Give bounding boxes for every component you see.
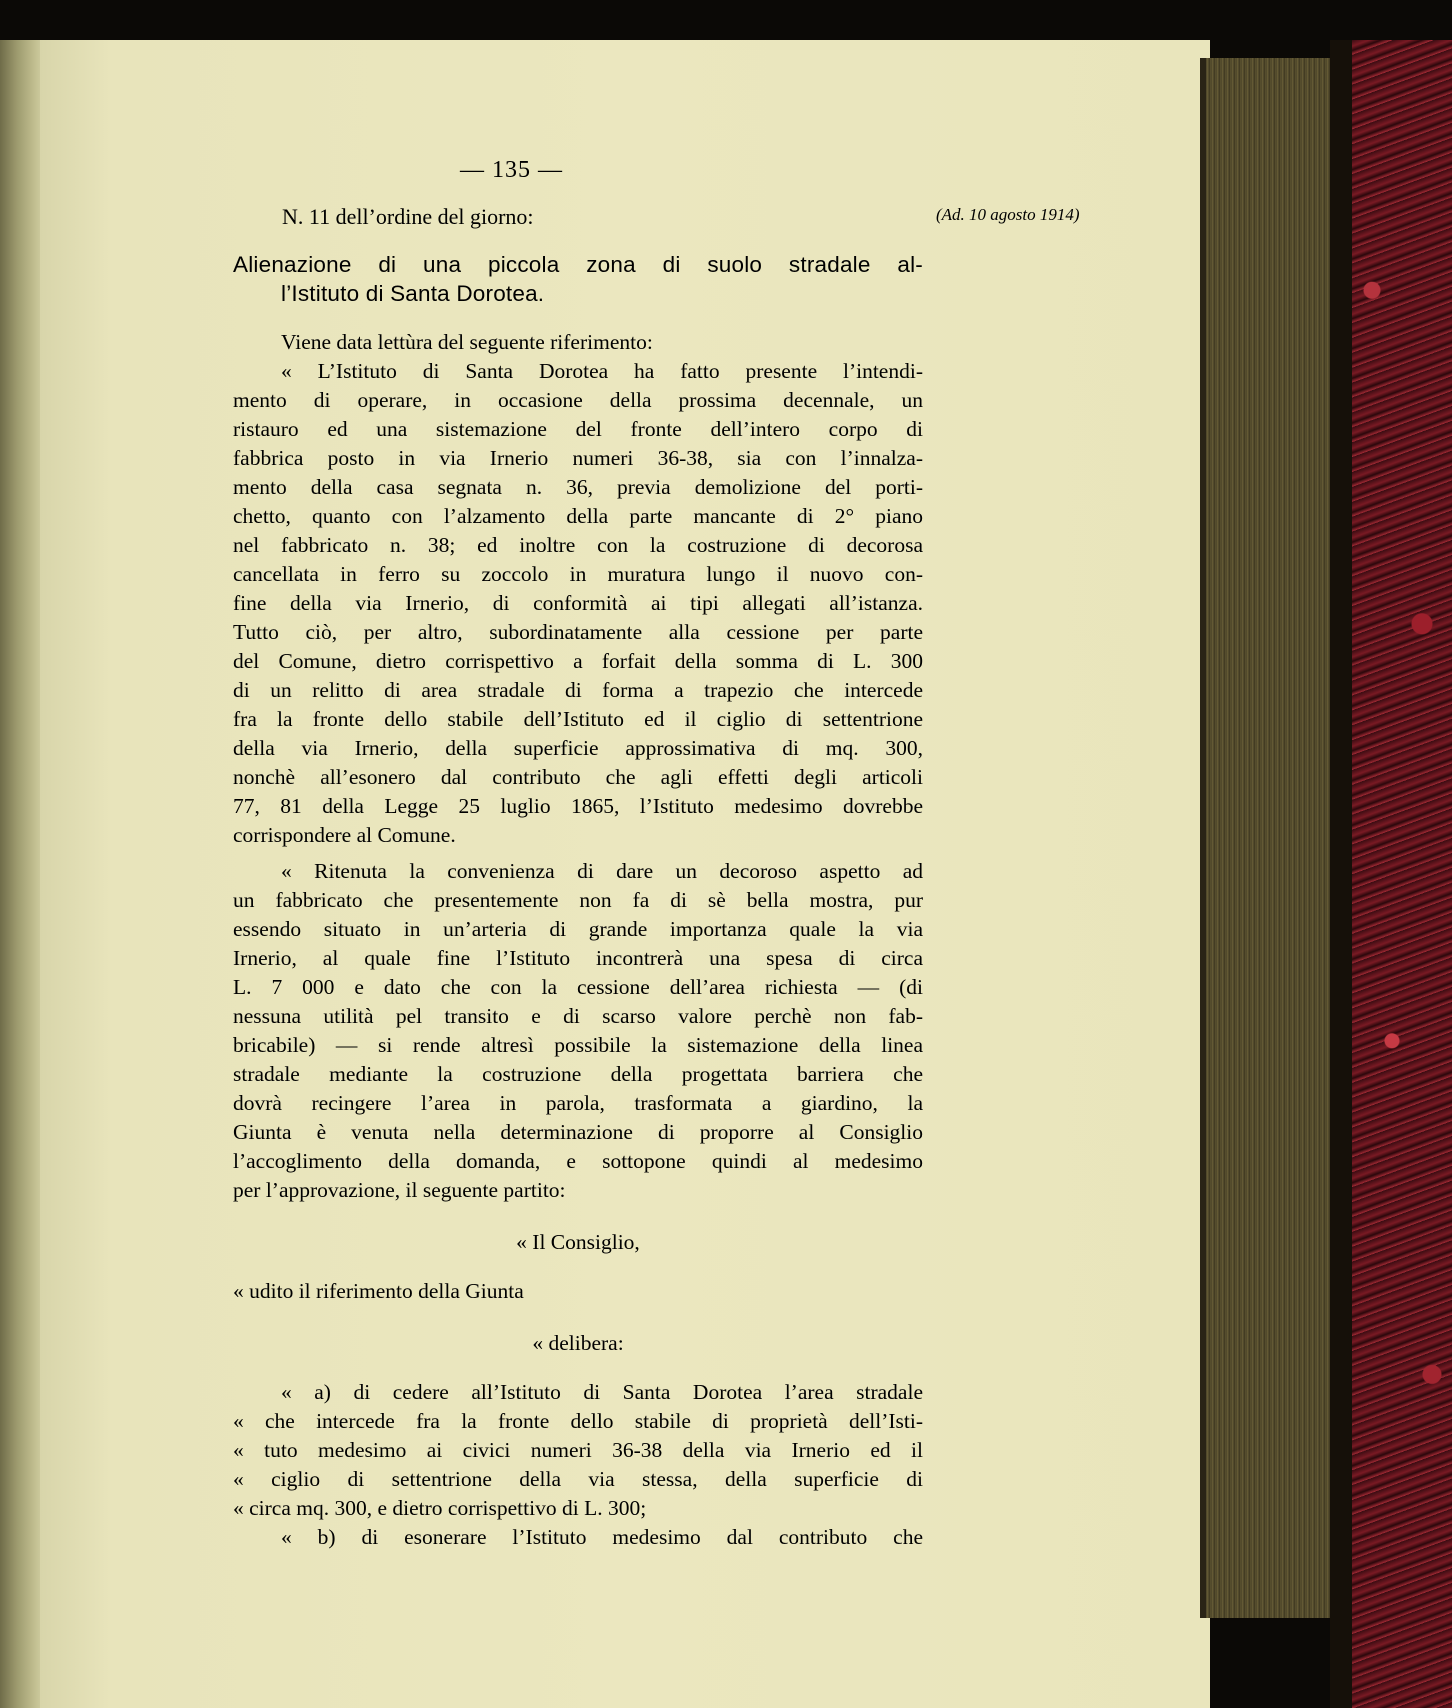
paragraph-request	[233, 357, 923, 850]
council-heading	[233, 1228, 923, 1257]
text-line: per l’approvazione, il seguente partito:	[233, 1178, 566, 1202]
text-line: fine della via Irnerio, di conformità ai tipi allegati all’istanza.	[233, 591, 923, 615]
text-line: mento di operare, in occasione della prossima decennale, un	[233, 388, 923, 412]
section-title	[233, 250, 923, 308]
text-line: « ciglio di settentrione della via stessa, della superficie di	[233, 1467, 923, 1491]
text-line: fabbrica posto in via Irnerio numeri 36-38, sia con l’innalza-	[233, 446, 923, 470]
text-line: « Il Consiglio,	[516, 1230, 640, 1254]
text-line: fra la fronte dello stabile dell’Istituto ed il ciglio di settentrione	[233, 707, 923, 731]
text-line: 77, 81 della Legge 25 luglio 1865, l’Istituto medesimo dovrebbe	[233, 794, 923, 818]
text-line: « a) di cedere all’Istituto di Santa Dorotea l’area stradale	[281, 1380, 923, 1404]
page-number: — 135 —	[460, 157, 563, 183]
text-line: « L’Istituto di Santa Dorotea ha fatto presente l’intendi-	[281, 359, 923, 383]
lead-line: Viene data lettùra del seguente riferimento:	[281, 330, 653, 354]
text-line: del Comune, dietro corrispettivo a forfait della somma di L. 300	[233, 649, 923, 673]
date-note: (Ad. 10 agosto 1914)	[936, 205, 1080, 224]
text-line: chetto, quanto con l’alzamento della parte mancante di 2° piano	[233, 504, 923, 528]
text-line: l’accoglimento della domanda, e sottopone quindi al medesimo	[233, 1149, 923, 1173]
text-line: bricabile) — si rende altresì possibile la sistemazione della linea	[233, 1033, 923, 1057]
text-line: nonchè all’esonero dal contributo che agli effetti degli articoli	[233, 765, 923, 789]
text-line: corrispondere al Comune.	[233, 823, 456, 847]
marbled-cover	[1352, 40, 1452, 1708]
text-line: « b) di esonerare l’Istituto medesimo dal contributo che	[281, 1525, 923, 1549]
text-line: di un relitto di area stradale di forma a trapezio che intercede	[233, 678, 923, 702]
title-line: l’Istituto di Santa Dorotea.	[281, 281, 545, 306]
text-line: dovrà recingere l’area in parola, trasformata a giardino, la	[233, 1091, 923, 1115]
resolution-clauses	[233, 1378, 923, 1552]
text-line: « udito il riferimento della Giunta	[233, 1279, 524, 1303]
text-line: « circa mq. 300, e dietro corrispettivo di L. 300;	[233, 1496, 647, 1520]
text-line: « che intercede fra la fronte dello stabile di proprietà dell’Isti-	[233, 1409, 923, 1433]
text-line: « Ritenuta la convenienza di dare un decoroso aspetto ad	[281, 859, 923, 883]
title-line: Alienazione di una piccola zona di suolo stradale al-	[233, 252, 923, 277]
text-line: cancellata in ferro su zoccolo in muratura lungo il nuovo con-	[233, 562, 923, 586]
text-line: nel fabbricato n. 38; ed inoltre con la costruzione di decorosa	[233, 533, 923, 557]
text-line: Irnerio, al quale fine l’Istituto incontrerà una spesa di circa	[233, 946, 923, 970]
text-line: Giunta è venuta nella determinazione di proporre al Consiglio	[233, 1120, 923, 1144]
text-line: nessuna utilità pel transito e di scarso valore perchè non fab-	[233, 1004, 923, 1028]
heard-clause	[233, 1277, 923, 1306]
agenda-item: N. 11 dell’ordine del giorno:	[282, 204, 534, 229]
text-line: un fabbricato che presentemente non fa di sè bella mostra, pur	[233, 888, 923, 912]
text-line: ristauro ed una sistemazione del fronte dell’intero corpo di	[233, 417, 923, 441]
text-line: L. 7 000 e dato che con la cessione dell’area richiesta — (di	[233, 975, 923, 999]
text-line: « tuto medesimo ai civici numeri 36-38 della via Irnerio ed il	[233, 1438, 923, 1462]
text-line: stradale mediante la costruzione della progettata barriera che	[233, 1062, 923, 1086]
text-line: « delibera:	[532, 1331, 624, 1355]
text-line: della via Irnerio, della superficie approssimativa di mq. 300,	[233, 736, 923, 760]
lead-sentence	[233, 328, 923, 357]
text-line: mento della casa segnata n. 36, previa demolizione del porti-	[233, 475, 923, 499]
paragraph-considerations	[233, 857, 923, 1205]
text-line: Tutto ciò, per altro, subordinatamente alla cessione per parte	[233, 620, 923, 644]
text-line: essendo situato in un’arteria di grande importanza quale la via	[233, 917, 923, 941]
resolves-heading	[233, 1329, 923, 1358]
